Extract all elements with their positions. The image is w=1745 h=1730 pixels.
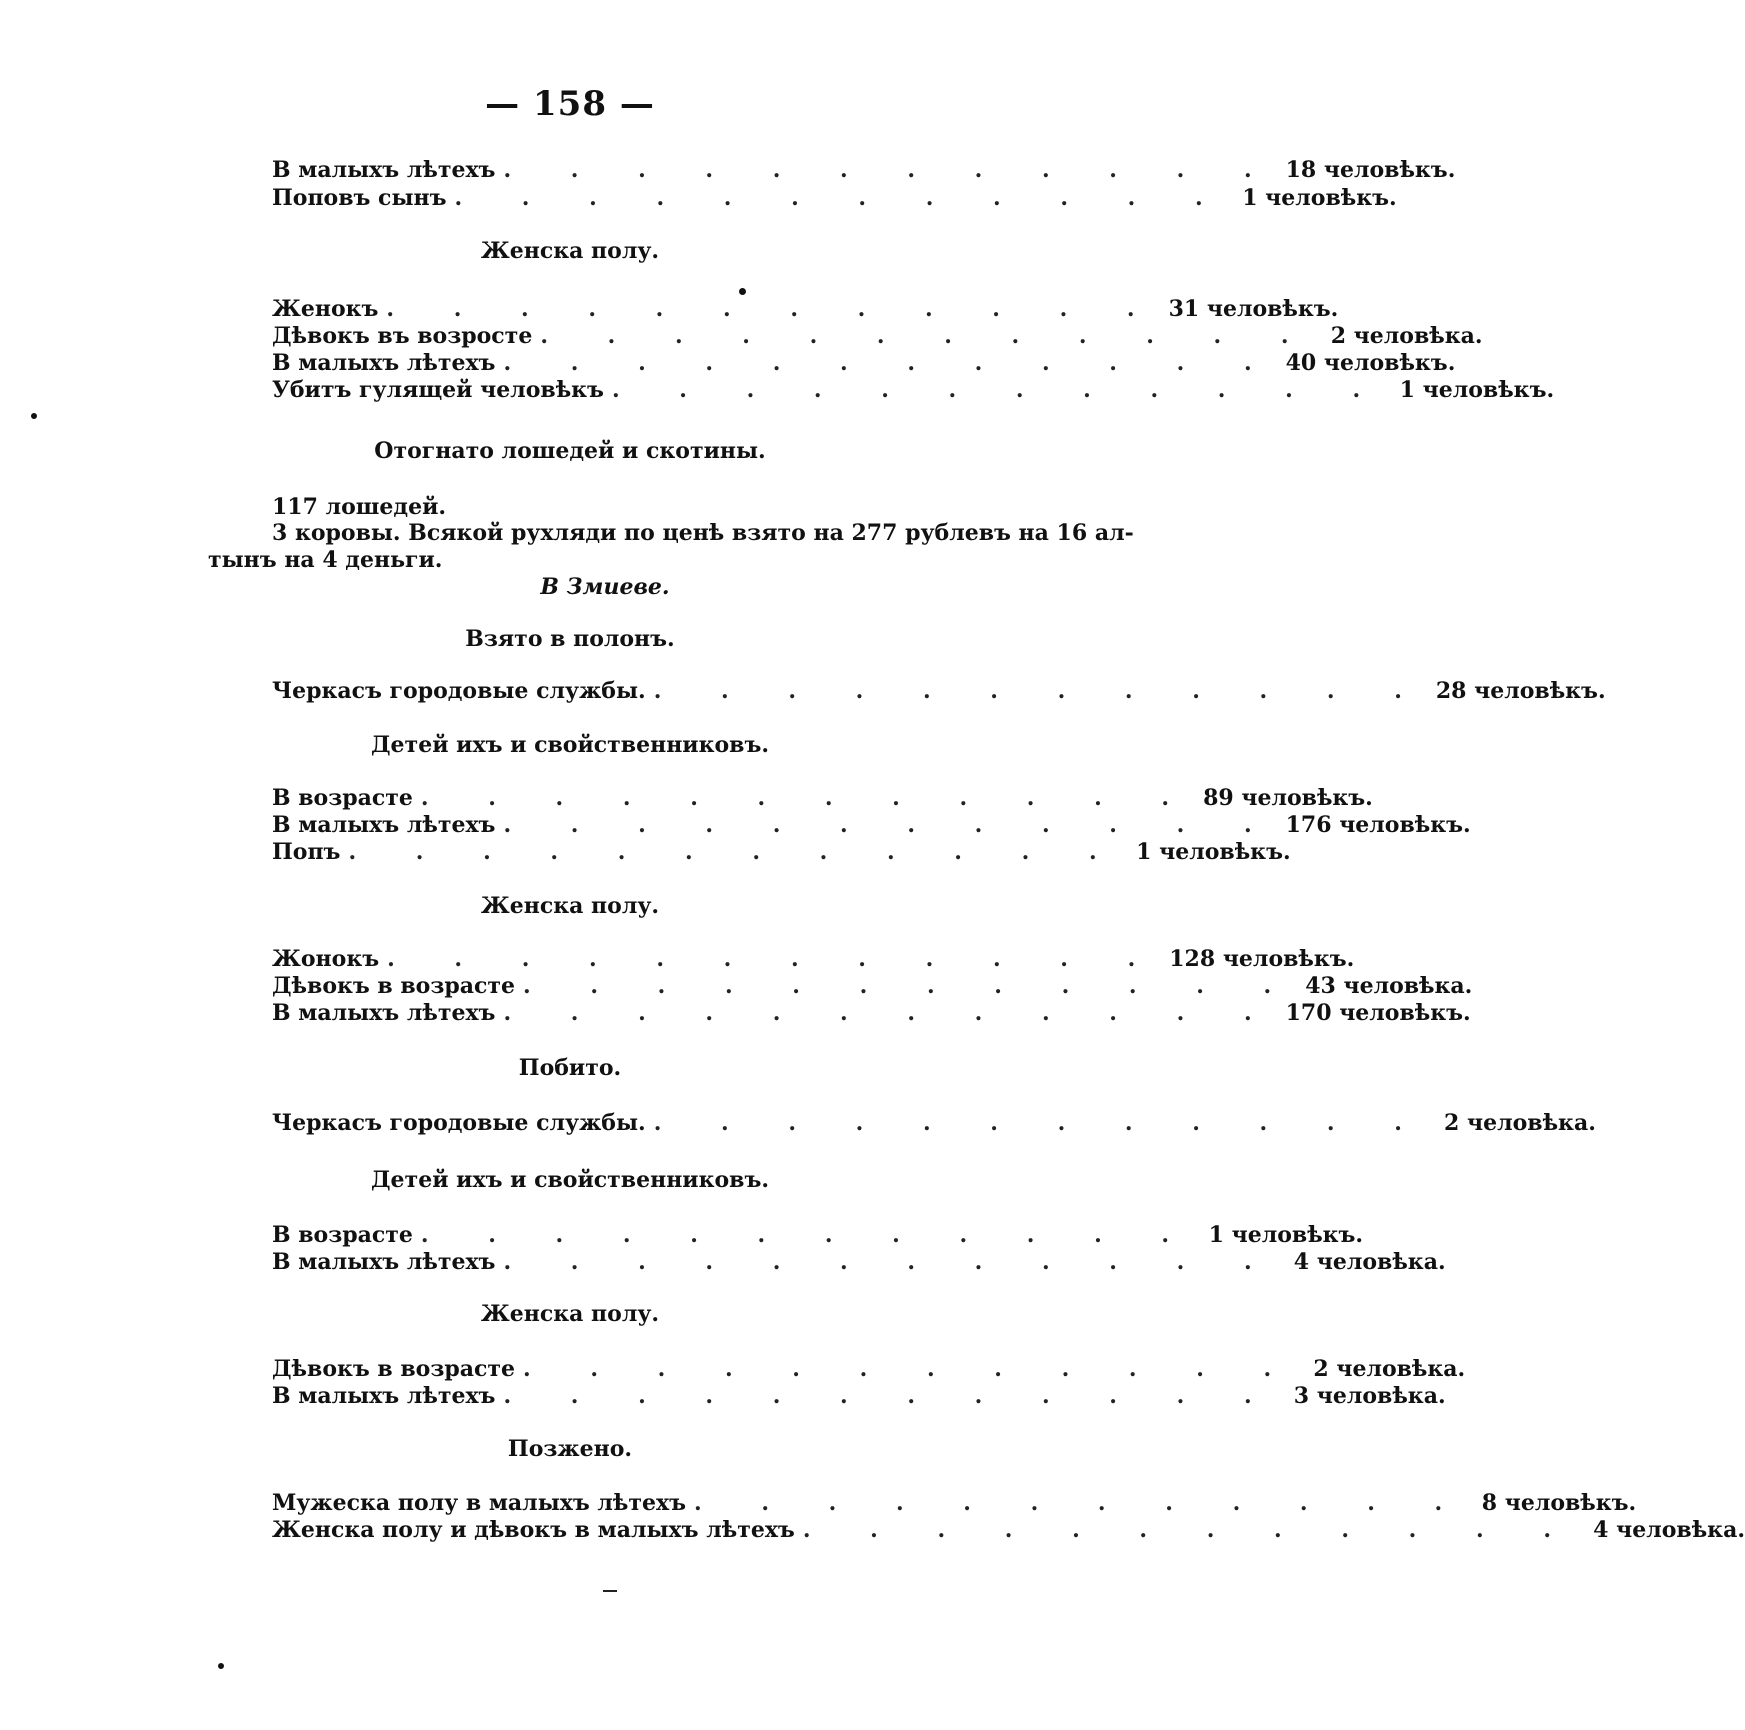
leader-dots: . . . . . . . . . . . . [611, 377, 1387, 403]
item-quantity: 28 человѣкъ. [1435, 678, 1606, 704]
item-quantity: 170 человѣкъ. [1285, 1000, 1471, 1026]
item-quantity: 40 человѣкъ. [1285, 350, 1456, 376]
list-item [272, 1222, 1364, 1250]
item-quantity: 1 человѣкъ. [1242, 185, 1397, 211]
scan-speck [739, 288, 746, 295]
item-label: Черкасъ городовые службы. [272, 1110, 646, 1136]
list-item [272, 785, 1373, 813]
leader-dots: . . . . . . . . . . . . [420, 785, 1196, 811]
item-label: В малыхъ лѣтехъ [272, 350, 496, 376]
item-label: Мужеска полу в малыхъ лѣтехъ [272, 1490, 687, 1516]
list-item [272, 1356, 1466, 1384]
item-label: Поповъ сынъ [272, 185, 447, 211]
leader-dots: . . . . . . . . . . . . [653, 1110, 1428, 1136]
leader-dots: . . . . . . . . . . . . [503, 350, 1278, 376]
list-item [272, 1000, 1471, 1028]
item-label: Попъ [272, 839, 341, 865]
section-heading: Женска полу. [480, 1301, 660, 1327]
item-label: В малыхъ лѣтехъ [272, 1249, 496, 1275]
section-heading: Отогнато лошедей и скотины. [374, 438, 766, 464]
list-item [272, 678, 1606, 706]
list-item [272, 377, 1555, 405]
item-quantity: 1 человѣкъ. [1136, 839, 1291, 865]
leader-dots: . . . . . . . . . . . . [387, 946, 1162, 972]
list-item [272, 1383, 1446, 1411]
scan-speck [218, 1663, 224, 1669]
leader-dots: . . . . . . . . . . . . [523, 973, 1298, 999]
list-item [272, 1517, 1745, 1545]
leader-dots: . . . . . . . . . . . . [802, 1517, 1577, 1543]
item-quantity: 89 человѣкъ. [1203, 785, 1373, 811]
leader-dots: . . . . . . . . . . . . [454, 185, 1229, 211]
item-quantity: 1 человѣкъ. [1399, 377, 1555, 403]
item-quantity: 1 человѣкъ. [1208, 1222, 1364, 1248]
list-item [272, 323, 1483, 351]
item-label: В малыхъ лѣтехъ [272, 1000, 496, 1026]
item-quantity: 3 человѣка. [1293, 1383, 1446, 1409]
leader-dots: . . . . . . . . . . . . [503, 1383, 1278, 1409]
section-heading: Женска полу. [480, 893, 660, 919]
item-label: Женска полу и дѣвокъ в малыхъ лѣтехъ [272, 1517, 795, 1543]
paragraph-line: тынъ на 4 деньги. [208, 547, 443, 573]
section-heading: Взято в полонъ. [465, 626, 675, 652]
list-item [272, 1490, 1637, 1518]
item-label: Черкасъ городовые службы. [272, 678, 646, 704]
item-label: Дѣвокъ в возрасте [272, 1356, 516, 1382]
item-label: Убитъ гулящей человѣкъ [272, 377, 604, 403]
section-heading: Детей ихъ и свойственниковъ. [371, 1167, 769, 1193]
section-heading: Побито. [518, 1055, 622, 1081]
leader-dots: . . . . . . . . . . . . [653, 678, 1428, 704]
list-item [272, 157, 1456, 185]
leader-dots: . . . . . . . . . . . . [503, 812, 1278, 838]
item-quantity: 18 человѣкъ. [1285, 157, 1456, 183]
leader-dots: . . . . . . . . . . . . [694, 1490, 1469, 1516]
item-label: В малыхъ лѣтехъ [272, 157, 496, 183]
leader-dots: . . . . . . . . . . . . [420, 1222, 1196, 1248]
paragraph-line: 117 лошедей. [272, 494, 447, 520]
section-heading: Детей ихъ и свойственниковъ. [371, 732, 769, 758]
item-quantity: 4 человѣка. [1293, 1249, 1446, 1275]
list-item [272, 185, 1397, 213]
list-item [272, 946, 1355, 974]
scan-dash [603, 1590, 617, 1592]
item-quantity: 2 человѣка. [1313, 1356, 1466, 1382]
place-heading: В Змиеве. [540, 574, 670, 600]
leader-dots: . . . . . . . . . . . . [540, 323, 1315, 349]
leader-dots: . . . . . . . . . . . . [503, 1249, 1278, 1275]
item-quantity: 43 человѣка. [1305, 973, 1473, 999]
scan-speck [31, 413, 37, 419]
item-quantity: 2 человѣка. [1444, 1110, 1596, 1136]
item-quantity: 176 человѣкъ. [1285, 812, 1471, 838]
item-label: Женокъ [272, 296, 379, 322]
list-item [272, 839, 1291, 867]
leader-dots: . . . . . . . . . . . . [503, 1000, 1278, 1026]
leader-dots: . . . . . . . . . . . . [503, 157, 1278, 183]
list-item [272, 350, 1456, 378]
item-label: В возрасте [272, 1222, 413, 1248]
leader-dots: . . . . . . . . . . . . [386, 296, 1161, 322]
item-quantity: 2 человѣка. [1330, 323, 1483, 349]
list-item [272, 812, 1471, 840]
item-quantity: 31 человѣкъ. [1168, 296, 1339, 322]
page-number: — 158 — [485, 84, 655, 124]
list-item [272, 1249, 1446, 1277]
item-label: Дѣвокъ в возрасте [272, 973, 516, 999]
leader-dots: . . . . . . . . . . . . [348, 839, 1123, 865]
item-label: В малыхъ лѣтехъ [272, 1383, 496, 1409]
item-label: Жонокъ [272, 946, 380, 972]
item-quantity: 128 человѣкъ. [1169, 946, 1355, 972]
list-item [272, 973, 1473, 1001]
item-label: В возрасте [272, 785, 413, 811]
list-item [272, 1110, 1596, 1138]
item-label: Дѣвокъ въ возросте [272, 323, 533, 349]
item-label: В малыхъ лѣтехъ [272, 812, 496, 838]
section-heading: Позжено. [507, 1436, 633, 1462]
leader-dots: . . . . . . . . . . . . [523, 1356, 1298, 1382]
item-quantity: 4 человѣка. [1593, 1517, 1745, 1543]
item-quantity: 8 человѣкъ. [1481, 1490, 1637, 1516]
section-heading: Женска полу. [480, 238, 660, 264]
list-item [272, 296, 1339, 324]
paragraph-line: 3 коровы. Всякой рухляди по ценѣ взято на 277 рублевъ на 16 ал- [272, 520, 1134, 546]
